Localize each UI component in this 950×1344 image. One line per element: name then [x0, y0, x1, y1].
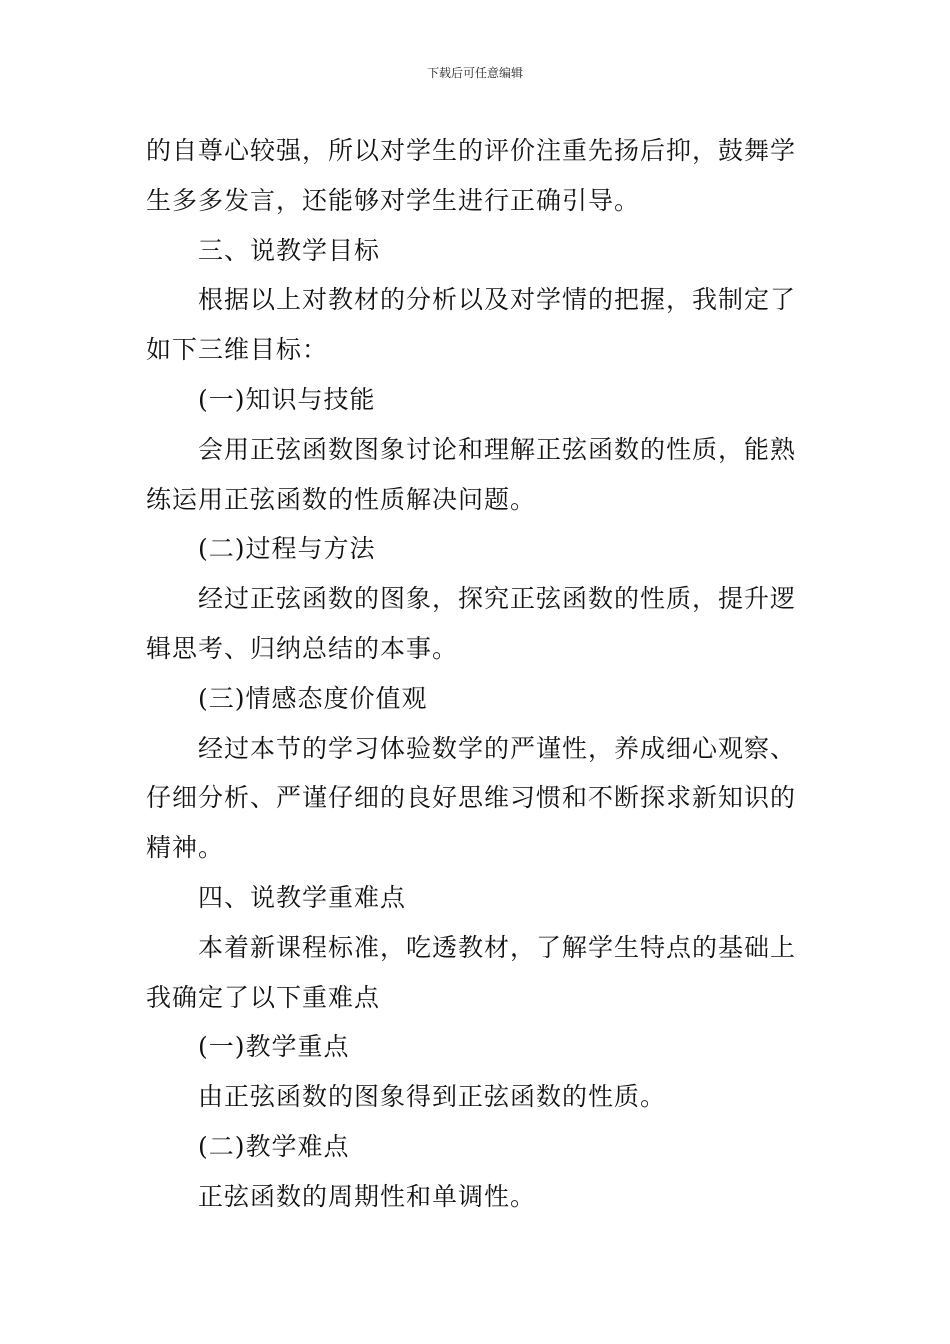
- document-body: [146, 126, 808, 1222]
- text-line: 根据以上对教材的分析以及对学情的把握，我制定了: [198, 285, 797, 315]
- text-line: 练运用正弦函数的性质解决问题。: [146, 484, 537, 514]
- text-line: 会用正弦函数图象讨论和理解正弦函数的性质，能熟: [198, 434, 797, 464]
- text-line: 经过本节的学习体验数学的严谨性，养成细心观察、: [198, 733, 797, 763]
- section-heading: 三、说教学目标: [198, 235, 381, 265]
- text-line: 本着新课程标准，吃透教材，了解学生特点的基础上: [198, 932, 797, 962]
- text-line: 辑思考、归纳总结的本事。: [146, 633, 459, 663]
- text-line: 经过正弦函数的图象，探究正弦函数的性质，提升逻: [198, 584, 797, 614]
- subsection-heading: (二)教学难点: [198, 1131, 350, 1161]
- text-line: 正弦函数的周期性和单调性。: [198, 1181, 537, 1211]
- section-heading: 四、说教学重难点: [198, 882, 407, 912]
- text-line: 仔细分析、严谨仔细的良好思维习惯和不断探求新知识的: [146, 783, 797, 813]
- subsection-heading: (三)情感态度价值观: [198, 683, 428, 713]
- subsection-heading: (一)知识与技能: [198, 384, 376, 414]
- text-line: 如下三维目标：: [146, 335, 329, 365]
- text-line: 精神。: [146, 833, 225, 863]
- text-line: 的自尊心较强，所以对学生的评价注重先扬后抑，鼓舞学: [146, 136, 797, 165]
- subsection-heading: (二)过程与方法: [198, 534, 376, 564]
- text-line: 我确定了以下重难点: [146, 982, 381, 1012]
- text-line: 生多多发言，还能够对学生进行正确引导。: [146, 185, 641, 215]
- text-line: 由正弦函数的图象得到正弦函数的性质。: [198, 1082, 667, 1112]
- subsection-heading: (一)教学重点: [198, 1032, 350, 1062]
- page-header: 下载后可任意编辑: [426, 66, 523, 80]
